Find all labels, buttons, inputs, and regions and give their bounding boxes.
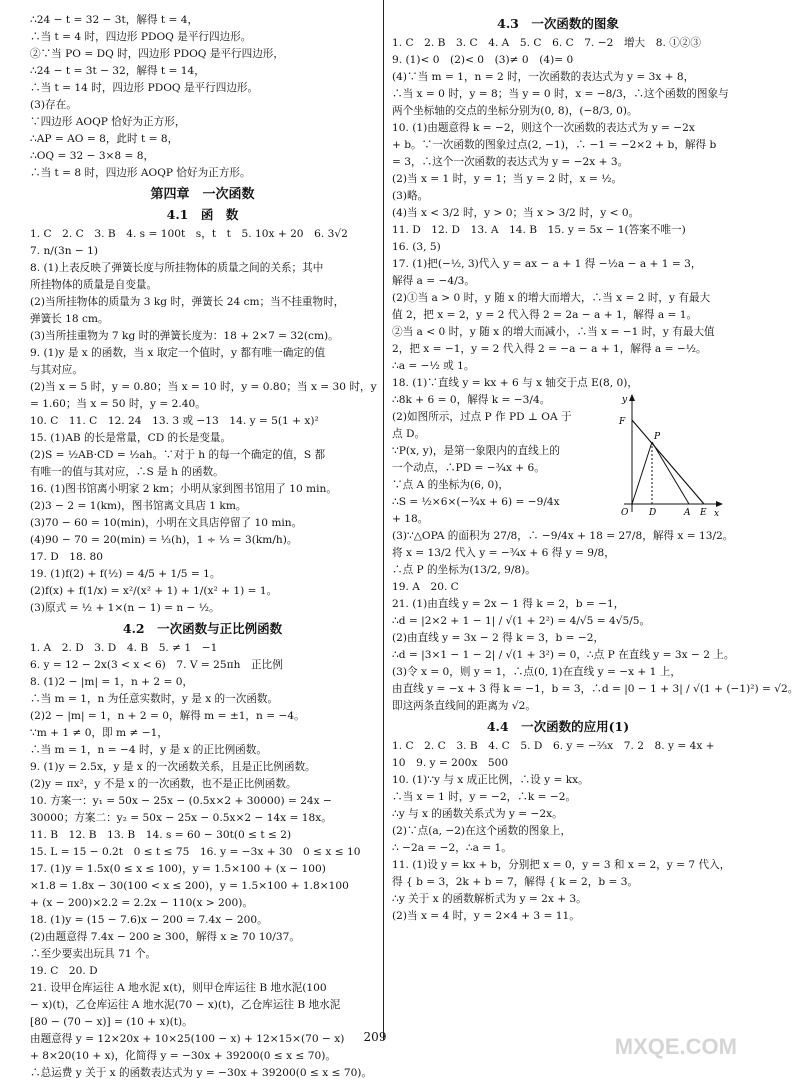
text-line: 两个坐标轴的交点的坐标分别为(0, 8)，(−8/3, 0)。: [392, 105, 638, 117]
text-line: (2)当 x = 4 时，y = 2×4 + 3 = 11。: [392, 910, 580, 922]
text-line: 19. A 20. C: [392, 581, 459, 593]
text-line: ∵P(x, y)，是第一象限内的直线上的: [392, 445, 560, 457]
text-line: (2)y = πx²，y 不是 x 的一次函数，也不是正比例函数。: [30, 778, 297, 790]
text-line: 1. A 2. D 3. D 4. B 5. ≠ 1 −1: [30, 642, 218, 654]
text-line: 11. (1)设 y = kx + b，分别把 x = 0，y = 3 和 x = 2，y = 7 代入，: [392, 859, 731, 871]
text-line: + 8×20(10 + x)，化简得 y = −30x + 39200(0 ≤ x ≤ 70)。: [30, 1050, 336, 1062]
text-line: 1. C 2. C 3. B 4. s = 100t s，t t 5. 10x + 20 6. 3√2: [30, 228, 348, 240]
section-heading: 4.3 一次函数的图象: [497, 16, 619, 31]
text-line: = 1.60；当 x = 50 时，y = 2.40。: [30, 398, 206, 410]
text-line: ∴当 x = 1 时，y = −2，∴k = −2。: [392, 791, 577, 803]
text-line: (2)当 x = 5 时，y = 0.80；当 x = 10 时，y = 0.80；当 x = 30 时，y: [30, 381, 377, 393]
text-line: ∴ −2a = −2，∴a = 1。: [392, 842, 512, 854]
segment-pa: [652, 442, 689, 504]
text-line: ∴24 − t = 3t − 32，解得 t = 14，: [30, 65, 205, 77]
text-line: 15. (1)AB 的长是常量，CD 的长是变量。: [30, 432, 232, 444]
text-line: = 3，∴这个一次函数的表达式为 y = −2x + 3。: [392, 156, 629, 168]
text-line: 由题意得 y = 12×20x + 10×25(100 − x) + 12×15×(70 − x): [30, 1033, 345, 1045]
text-line: ∴当 m = 1，n = −4 时，y 是 x 的正比例函数。: [30, 744, 267, 756]
section-heading: 4.2 一次函数与正比例函数: [122, 621, 283, 636]
text-line: ∴当 x = 0 时，y = 8；当 y = 0 时，x = −8/3，∴这个函数的图象与: [392, 88, 729, 100]
text-line: ∴S = ½×6×(−¾x + 6) = −9/4x: [392, 496, 560, 508]
text-line: (2)由直线 y = 3x − 2 得 k = 3，b = −2，: [392, 632, 605, 644]
text-line: ∴d = |2×2 + 1 − 1| / √(1 + 2²) = 4/√5 = 4√5/5。: [392, 615, 651, 627]
chapter-heading: 第四章 一次函数: [150, 187, 255, 202]
text-line: ∵四边形 AOQP 恰好为正方形，: [30, 116, 186, 128]
text-line: (2)由题意得 7.4x − 200 ≥ 300，解得 x ≥ 70 10/37。: [30, 931, 300, 943]
text-line: 8. (1)上表反映了弹簧长度与所挂物体的质量之间的关系；其中: [30, 262, 324, 274]
text-line: ∴d = |3×1 − 1 − 2| / √(1 + 3²) = 0，∴点 P 在直线 y = 3x − 2 上。: [392, 649, 735, 661]
text-line: ∴a = −½ 或 1。: [392, 360, 475, 372]
text-line: 得 { b = 3，2k + b = 7，解得 { k = 2，b = 3。: [392, 876, 639, 888]
text-line: ∴8k + 6 = 0，解得 k = −3/4。: [392, 394, 551, 406]
text-line: 与其对应。: [30, 364, 83, 376]
text-line: (3)原式 = ½ + 1×(n − 1) = n − ½。: [30, 602, 220, 614]
column-divider: [383, 0, 384, 1040]
text-line: 19. (1)f(2) + f(½) = 4/5 + 1/5 = 1。: [30, 568, 221, 580]
text-line: 17. D 18. 80: [30, 551, 103, 563]
text-line: (4)∵当 m = 1，n = 2 时，一次函数的表达式为 y = 3x + 8，: [392, 71, 695, 83]
text-line: (3)70 − 60 = 10(min)，小明在文具店停留了 10 min。: [30, 517, 303, 529]
text-line: 9. (1)y 是 x 的函数，当 x 取定一个值时，y 都有唯一确定的值: [30, 347, 326, 359]
text-line: 有唯一的值与其对应，∴S 是 h 的函数。: [30, 466, 224, 478]
text-line: 2，把 x = −1，y = 2 代入得 2 = −a − a + 1，解得 a = −½。: [392, 343, 707, 355]
text-line: 1. C 2. B 3. C 4. A 5. C 6. C 7. −2 增大 8. ①②③: [392, 37, 701, 49]
label-o: O: [621, 508, 629, 518]
text-line: 9. (1)y = 2.5x，y 是 x 的一次函数关系，且是正比例函数。: [30, 761, 316, 773]
text-line: ∴点 P 的坐标为(13/2, 9/8)。: [392, 564, 536, 576]
text-line: ∴OQ = 32 − 3×8 = 8，: [30, 150, 155, 162]
text-line: ∴AP = AO = 8，此时 t = 8，: [30, 133, 179, 145]
label-a: A: [684, 508, 691, 518]
text-line: 11. B 12. B 13. B 14. s = 60 − 30t(0 ≤ t ≤ 2): [30, 829, 292, 841]
text-line: (2)f(x) + f(1/x) = x²/(x² + 1) + 1/(x² + 1) = 1。: [30, 585, 278, 597]
text-line: 1. C 2. C 3. B 4. C 5. D 6. y = −⅔x 7. 2 8. y = 4x +: [392, 740, 715, 752]
text-line: 19. C 20. D: [30, 965, 98, 977]
text-line: ②∵当 PO = DQ 时，四边形 PDOQ 是平行四边形，: [30, 48, 284, 60]
text-line: 所挂物体的质量是自变量。: [30, 279, 158, 291]
line-ke: [632, 420, 704, 504]
text-line: 17. (1)y = 1.5x(0 ≤ x ≤ 100)，y = 1.5×100 + (x − 100): [30, 863, 326, 875]
text-line: 一个动点，∴PD = −¾x + 6。: [392, 462, 545, 474]
text-line: ∴当 m = 1，n 为任意实数时，y 是 x 的一次函数。: [30, 693, 279, 705]
text-line: 10. C 11. C 12. 24 13. 3 或 −13 14. y = 5(1 + x)²: [30, 415, 319, 427]
section-heading: 4.1 函 数: [166, 207, 239, 222]
text-line: ∴当 t = 14 时，四边形 PDOQ 是平行四边形。: [30, 82, 259, 94]
text-line: (2)如图所示，过点 P 作 PD ⊥ OA 于: [392, 411, 572, 423]
text-line: (2)∵点(a, −2)在这个函数的图象上，: [392, 825, 572, 837]
text-line: 17. (1)把(−½, 3)代入 y = ax − a + 1 得 −½a − a + 1 = 3，: [392, 258, 702, 270]
text-line: ∴当 t = 8 时，四边形 AOQP 恰好为正方形。: [30, 167, 251, 179]
text-line: 点 D。: [392, 428, 426, 440]
text-line: 10. (1)由题意得 k = −2，则这个一次函数的表达式为 y = −2x: [392, 122, 695, 134]
label-x: x: [714, 509, 720, 519]
label-d: D: [649, 508, 657, 518]
text-line: 21. 设甲仓库运往 A 地水泥 x(t)，则甲仓库运往 B 地水泥(100: [30, 982, 327, 994]
text-line: 弹簧长 18 cm。: [30, 313, 109, 325]
text-line: 即这两条直线间的距离为 √2。: [392, 700, 536, 712]
text-line: 6. y = 12 − 2x(3 < x < 6) 7. V = 25πh 正比例: [30, 659, 283, 671]
text-line: (3)存在。: [30, 99, 77, 111]
label-f: F: [619, 417, 626, 427]
text-line: 15. L = 15 − 0.2t 0 ≤ t ≤ 75 16. y = −3x + 30 0 ≤ x ≤ 10: [30, 846, 361, 858]
text-line: 9. (1)< 0 (2)< 0 (3)≠ 0 (4)= 0: [392, 54, 574, 66]
text-line: (2)3 − 2 = 1(km)，图书馆离文具店 1 km。: [30, 500, 247, 512]
label-y: y: [622, 395, 628, 405]
right-column: [392, 12, 798, 925]
text-line: (2)2 − |m| = 1，n + 2 = 0，解得 m = ±1，n = −4。: [30, 710, 305, 722]
text-line: [80 − (70 − x)] = (10 + x)(t)。: [30, 1016, 193, 1028]
page-number: 209: [363, 1030, 387, 1044]
x-axis-arrow: [716, 501, 723, 507]
text-line: (2)当 x = 1 时，y = 1；当 y = 2 时，x = ½。: [392, 173, 623, 185]
segment-op: [632, 442, 652, 504]
text-line: ×1.8 = 1.8x − 30(100 < x ≤ 200)，y = 1.5×100 + 1.8×100: [30, 880, 349, 892]
text-line: (3)略。: [392, 190, 429, 202]
watermark-logo: [587, 1012, 742, 1060]
text-line: 7. n/(3n − 1): [30, 245, 99, 257]
text-line: (3)∵△OPA 的面积为 27/8，∴ −9/4x + 18 = 27/8，解得 x = 13/2。: [392, 530, 734, 542]
text-line: 10. 方案一：y₁ = 50x − 25x − (0.5x×2 + 30000) = 24x −: [30, 795, 332, 807]
text-line: 10. (1)∵y 与 x 成正比例，∴设 y = kx。: [392, 774, 589, 786]
watermark-text: MXQE.COM: [614, 1034, 737, 1059]
text-line: ∴至少要卖出玩具 71 个。: [30, 948, 157, 960]
text-line: (4)当 x < 3/2 时，y > 0；当 x > 3/2 时，y < 0。: [392, 207, 640, 219]
text-line: ∴当 t = 4 时，四边形 PDOQ 是平行四边形。: [30, 31, 252, 43]
text-line: 18. (1)∵直线 y = kx + 6 与 x 轴交于点 E(8, 0)，: [392, 377, 638, 389]
left-column: [30, 12, 375, 1082]
text-line: ∵m + 1 ≠ 0，即 m ≠ −1，: [30, 727, 168, 739]
label-p: P: [654, 432, 661, 442]
text-line: + 18。: [392, 513, 429, 525]
text-line: ②当 a < 0 时，y 随 x 的增大而减小，∴当 x = −1 时，y 有最大值: [392, 326, 715, 338]
label-e: E: [700, 508, 707, 518]
text-line: 值 2，把 x = 2，y = 2 代入得 2 = 2a − a + 1，解得 a = 1。: [392, 309, 698, 321]
text-line: 8. (1)2 − |m| = 1，n + 2 = 0，: [30, 676, 194, 688]
y-axis-arrow: [629, 394, 635, 401]
line-graph-figure: [614, 392, 724, 518]
text-line: ∵点 A 的坐标为(6, 0)，: [392, 479, 510, 491]
text-line: 解得 a = −4/3。: [392, 275, 476, 287]
text-line: 16. (1)图书馆离小明家 2 km；小明从家到图书馆用了 10 min。: [30, 483, 337, 495]
text-line: 18. (1)y = (15 − 7.6)x − 200 = 7.4x − 200。: [30, 914, 268, 926]
text-line: + b。∵一次函数的图象过点(2, −1)，∴ −1 = −2×2 + b，解得 b: [392, 139, 717, 151]
text-line: (2)S = ½AB·CD = ½ah。∵对于 h 的每一个确定的值，S 都: [30, 449, 326, 461]
text-line: (2)①当 a > 0 时，y 随 x 的增大而增大，∴当 x = 2 时，y 有最大: [392, 292, 711, 304]
text-line: ∴y 关于 x 的函数解析式为 y = 2x + 3。: [392, 893, 587, 905]
text-line: 21. (1)由直线 y = 2x − 1 得 k = 2，b = −1，: [392, 598, 625, 610]
section-heading: 4.4 一次函数的应用(1): [486, 719, 630, 734]
text-line: 16. (3, 5): [392, 241, 441, 253]
text-line: 11. D 12. D 13. A 14. B 15. y = 5x − 1(答案不唯一): [392, 224, 686, 236]
text-line: + (x − 200)×2.2 = 2.2x − 110(x > 200)。: [30, 897, 253, 909]
text-line: (4)90 − 70 = 20(min) = ⅓(h)，1 ÷ ⅓ = 3(km/h)。: [30, 534, 298, 546]
text-line: ∴总运费 y 关于 x 的函数表达式为 y = −30x + 39200(0 ≤ x ≤ 70)。: [30, 1067, 373, 1079]
text-line: 30000；方案二：y₂ = 50x − 25x − 0.5x×2 − 14x = 18x。: [30, 812, 332, 824]
text-line: 10 9. y = 200x 500: [392, 757, 509, 769]
text-line: 将 x = 13/2 代入 y = −¾x + 6 得 y = 9/8，: [392, 547, 615, 559]
text-line: ∴y 与 x 的函数关系式为 y = −2x。: [392, 808, 563, 820]
text-line: (3)令 x = 0，则 y = 1，∴点(0, 1)在直线 y = −x + 1 上，: [392, 666, 681, 678]
text-line: (3)当所挂重物为 7 kg 时的弹簧长度为：18 + 2×7 = 32(cm)。: [30, 330, 339, 342]
text-line: ∴24 − t = 32 − 3t，解得 t = 4，: [30, 14, 199, 26]
text-line: − x)(t)，乙仓库运往 A 地水泥(70 − x)(t)，乙仓库运往 B 地水泥: [30, 999, 341, 1011]
text-line: 由直线 y = −x + 3 得 k = −1，b = 3，∴d = |0 − 1 + 3| / √(1 + (−1)²) = √2。: [392, 683, 798, 695]
text-line: (2)当所挂物体的质量为 3 kg 时，弹簧长 24 cm；当不挂重物时，: [30, 296, 345, 308]
